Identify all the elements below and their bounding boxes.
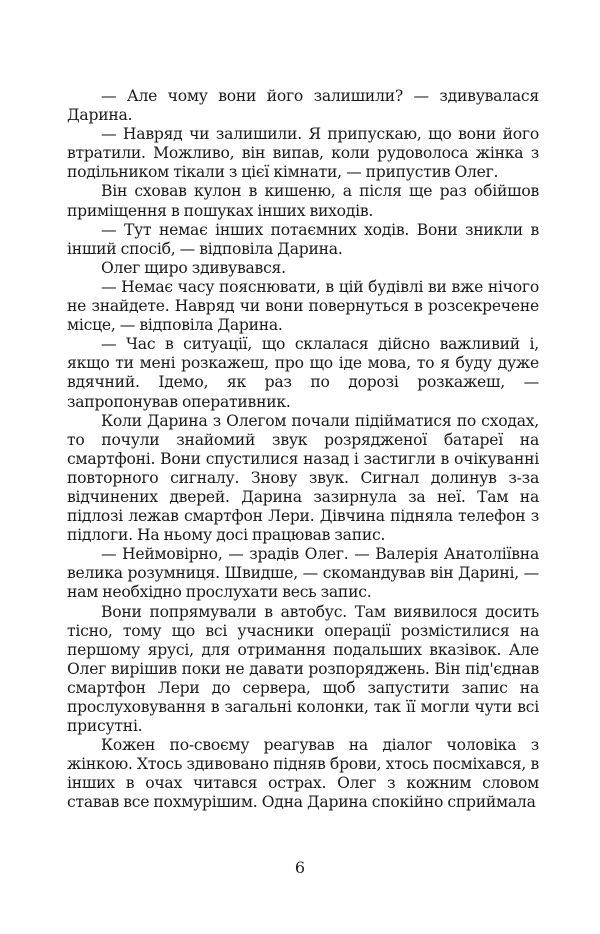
paragraph-8: Коли Дарина з Олегом почали підійматися по сходах, то почули знайомий звук розрядженої батареї на смартфоні. Вони спустилися назад і застигли в очікуванні повторного сигналу. Знову звук. Сигнал долинув з-за відчинених дверей. Дарина зазирнула за неї. Там на підлозі лежав смартфон Лери. Дівчина підняла телефон з підлоги. На ньому досі працював запис. [67,411,539,545]
paragraph-1: — Але чому вони його залишили? — здивувалася Дарина. [67,87,539,125]
paragraph-6: — Немає часу пояснювати, в цій будівлі ви вже нічого не знайдете. Навряд чи вони повернуться в розсекречене місце, — відповіла Дарина. [67,277,539,335]
paragraph-9: — Неймовірно, — зрадів Олег. — Валерія Анатоліївна велика розумниця. Швидше, — скомандував він Дарині, — нам необхідно прослухати весь запис. [67,545,539,602]
paragraph-2: — Навряд чи залишили. Я припускаю, що вони його втратили. Можливо, він випав, коли рудоволоса жінка з подільником тікали з цієї кімнати, — припустив Олег. [67,125,539,182]
paragraph-7: — Час в ситуації, що склалася дійсно важливий і, якщо ти мені розкажеш, про що іде мова, то я буду дуже вдячний. Ідемо, як раз по дорозі розкажеш, — запропонував оперативник. [67,335,539,411]
paragraph-5: Олег щиро здивувався. [101,258,286,277]
paragraph-3: Він сховав кулон в кишеню, а після ще раз обійшов приміщення в пошуках інших виходів. [67,182,539,220]
paragraph-11: Кожен по-своєму реагував на діалог чоловіка з жінкою. Хтось здивовано підняв брови, хтось посміхався, в інших в очах читався острах. Олег з кожним словом ставав все похмурішим. Одна Дарина спокійно сприймала [67,736,539,812]
paragraph-10: Вони попрямували в автобус. Там виявилося досить тісно, тому що всі учасники операції розмістилися на першому ярусі, для отримання подальших вказівок. Але Олег вирішив поки не давати розпоряджень. Він під'єднав смартфон Лери до сервера, щоб запустити запис на прослуховування в загальні колонки, так її могли чути всі присутні. [67,602,539,736]
page-number: 6 [294,858,306,877]
paragraph-4: — Тут немає інших потаємних ходів. Вони зникли в інший спосіб, — відповіла Дарина. [67,220,539,258]
body-text [67,87,539,813]
